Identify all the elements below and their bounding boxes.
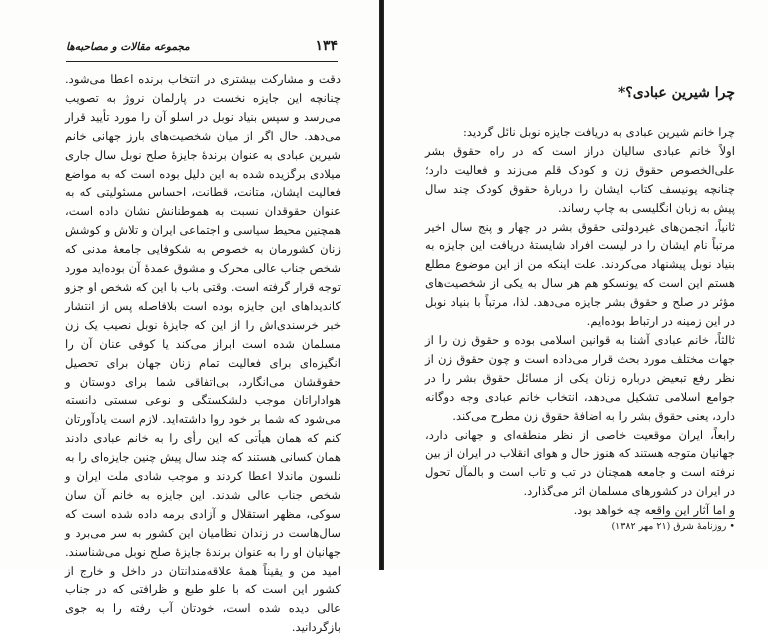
paragraph: ثانیاً، انجمن‌های غیردولتی حقوق بشر در چهار و پنج سال اخیر مرتباً نام ایشان را در لیست افراد شایستهٔ دریافت این جایزه به بنیاد نوبل پیشنهاد می‌کردند. علت اینکه من از این موضوع مطلع هستم این است که یونسکو هم هر سال به یکی از شخصیت‌های مؤثر در صلح و حقوق بشر جایزه می‌دهد. لذا، مرتباً با بنیاد نوبل در این زمینه در ارتباط بوده‌ایم.	[425, 219, 735, 329]
page-number: ۱۳۴	[315, 38, 338, 54]
footnote-divider	[653, 518, 735, 519]
paragraph: دقت و مشارکت بیشتری در انتخاب برنده اعطا می‌شود. چنانچه این جایزه نخست در پارلمان نروژ به تصویب می‌رسد و سپس بنیاد نوبل در اسلو آن را مورد تأیید قرار می‌دهد. حال اگر از میان شخصیت‌های بارز جهانی خانم شیرین عبادی به عنوان برندهٔ جایزهٔ صلح نوبل سال جاری میلادی برگزیده شده به این دلیل بوده است که به مواضع فعالیت ایشان، متانت، قطانت، احساس مسئولیتی که به عنوان حقوقدان نسبت به هموطنانش نشان داده است، همچنین محیط سیاسی و اجتماعی ایران و تلاش و کوشش زنان کشورمان به خصوص به شکوفایی جامعهٔ مدنی که شخص جناب عالی محرک و مشوق عمدهٔ آن بوده‌اید مورد توجه قرار گرفته است. وقتی باب با این که شخص او جزو کاندیداهای این جایزه بوده است بلافاصله پس از انتشار خبر خرسندی‌اش را از این که جایزهٔ نوبل نصیب یک زن مسلمان شده است ابراز می‌کند یا کوفی عنان آن را انگیزه‌ای برای فعالیت تمام زنان جهان برای تحصیل حقوقشان می‌انگارد، بی‌اتفاقی شما برای دوستان و هواداراتان موجب دلشکستگی و نوعی سستی دانسته می‌شود که شما بر خود روا داشته‌اید. لازم است یادآورتان کنم که همان هیأتی که این رأی را به خانم عبادی دادند همان کسانی هستند که چند سال پیش چنین جایزه‌ای را به نلسون ماندلا اعطا کردند و موجب شادی ملت ایران و شخص جناب عالی شدند. این جایزه به خانم آن سان سوکی، مظهر استقلال و آزادی برمه داده شده است که سال‌هاست در زندان نظامیان این کشور به سر می‌برد و جهانیان او را به عنوان برندهٔ جایزهٔ صلح نوبل می‌شناسند. امید من و یقیناً همهٔ علاقه‌مندانتان در داخل و خارج از کشور این است که با علو طبع و ظرافتی که در جناب عالی دیده شده است، خودتان آب رفته را به جوی بازگردانید.	[65, 72, 341, 635]
paragraph: و اما آثار این واقعه چه خواهد بود.	[573, 503, 735, 518]
left-body-text	[65, 70, 341, 637]
article-title: چرا شیرین عبادی؟*	[617, 85, 735, 101]
paragraph: ثالثاً، خانم عبادی آشنا به قوانین اسلامی بوده و حقوق زن را از جهات مختلف مورد بحث قرار می‌داده است و چون حقوق زن از نظر رفع تبعیض درباره زنان یکی از مسائل حقوق بشر را در جوامع اسلامی تشکیل می‌دهد، انتخاب خانم عبادی وجه دوگانه دارد، یعنی حقوق بشر را به اضافهٔ حقوق زن مطرح می‌کند.	[425, 332, 735, 423]
right-body-text	[425, 123, 735, 520]
running-head: مجموعه مقالات و مصاحبه‌ها	[66, 41, 190, 53]
paragraph: رابعاً، ایران موقعیت خاصی از نظر منطقه‌ای و جهانی دارد، جهانیان متوجه هستند که هنوز حال و هوای انقلاب در ایران از بین نرفته است و جامعه همچنان در تب و تاب است و بالمآل تحول در ایران در کشورهای مسلمان اثر می‌گذارد.	[425, 427, 735, 499]
paragraph: اولاً خانم عبادی سالیان دراز است که در راه حقوق بشر علی‌الخصوص حقوق زن و کودک قلم می‌زند و فعالیت دارد؛ چنانچه یونیسف کتاب ایشان را دربارهٔ حقوق کودک چند سال پیش به زبان انگلیسی به چاپ رساند.	[425, 143, 735, 215]
left-page	[0, 0, 380, 635]
paragraph: چرا خانم شیرین عبادی به دریافت جایزه نوبل نائل گردید:	[462, 125, 735, 139]
footnote: • روزنامهٔ شرق (۲۱ مهر ۱۳۸۲)	[611, 521, 735, 532]
right-page	[384, 0, 768, 570]
page-header	[66, 38, 338, 62]
